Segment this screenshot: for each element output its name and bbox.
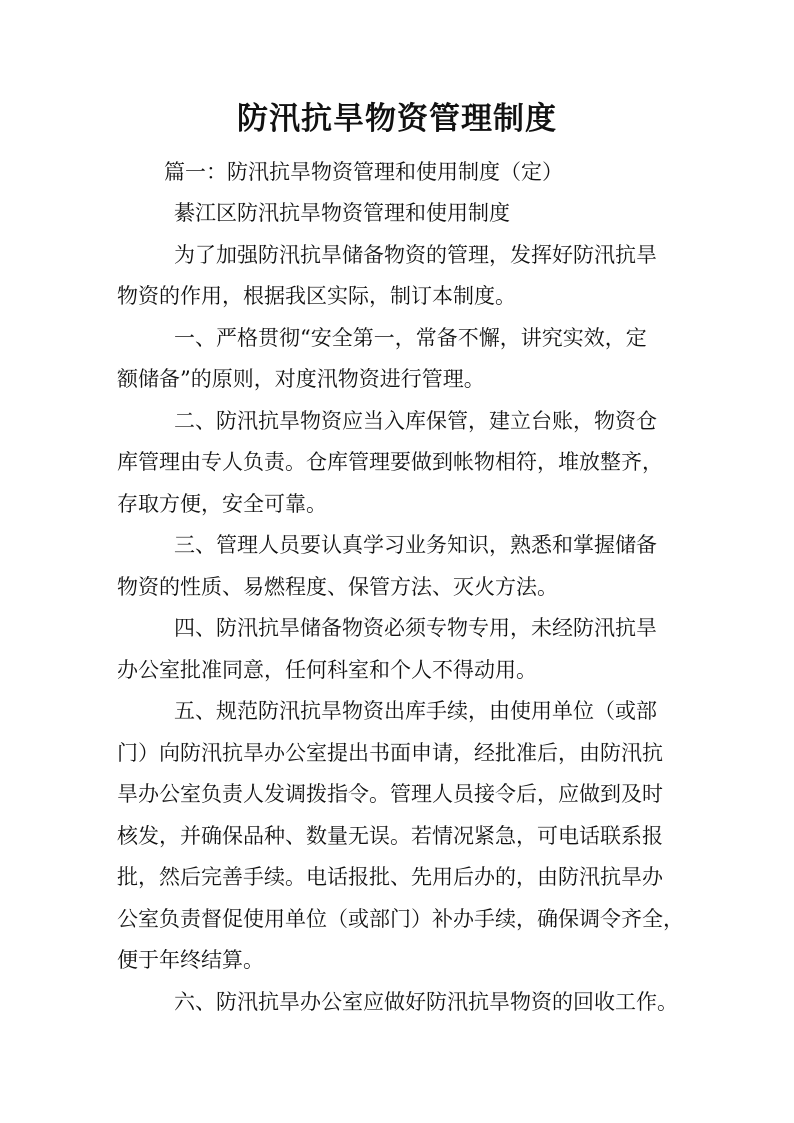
- paragraph-line: 办公室批准同意，任何科室和个人不得动用。: [117, 658, 537, 682]
- paragraph-line: 三、管理人员要认真学习业务知识，熟悉和掌握储备: [174, 533, 657, 557]
- paragraph-line: 批，然后完善手续。电话报批、先用后办的，由防汛抗旱办: [117, 865, 663, 889]
- document-subtitle: 綦江区防汛抗旱物资管理和使用制度: [174, 201, 510, 225]
- paragraph-line: 一、严格贯彻“安全第一，常备不懈，讲究实效，定: [174, 326, 647, 350]
- section-heading: 篇一：防汛抗旱物资管理和使用制度（定）: [164, 160, 563, 184]
- paragraph-line: 公室负责督促使用单位（或部门）补办手续，确保调令齐全，: [117, 907, 684, 931]
- paragraph-line: 二、防汛抗旱物资应当入库保管，建立台账，物资仓: [174, 409, 657, 433]
- paragraph-line: 核发，并确保品种、数量无误。若情况紧急，可电话联系报: [117, 824, 663, 848]
- paragraph-line: 六、防汛抗旱办公室应做好防汛抗旱物资的回收工作。: [174, 990, 678, 1014]
- paragraph-line: 五、规范防汛抗旱物资出库手续，由使用单位（或部: [174, 699, 657, 723]
- paragraph-line: 旱办公室负责人发调拨指令。管理人员接令后，应做到及时: [117, 782, 663, 806]
- paragraph-line: 四、防汛抗旱储备物资必须专物专用，未经防汛抗旱: [174, 616, 657, 640]
- paragraph-line: 为了加强防汛抗旱储备物资的管理，发挥好防汛抗旱: [174, 243, 657, 267]
- paragraph-line: 额储备”的原则，对度汛物资进行管理。: [117, 367, 485, 391]
- document-title: 防汛抗旱物资管理制度: [237, 101, 557, 137]
- paragraph-line: 便于年终结算。: [117, 948, 264, 972]
- paragraph-line: 门）向防汛抗旱办公室提出书面申请，经批准后，由防汛抗: [117, 741, 663, 765]
- paragraph-line: 存取方便，安全可靠。: [117, 492, 327, 516]
- paragraph-line: 物资的作用，根据我区实际，制订本制度。: [117, 284, 516, 308]
- paragraph-line: 库管理由专人负责。仓库管理要做到帐物相符，堆放整齐，: [117, 450, 663, 474]
- paragraph-line: 物资的性质、易燃程度、保管方法、灭火方法。: [117, 575, 558, 599]
